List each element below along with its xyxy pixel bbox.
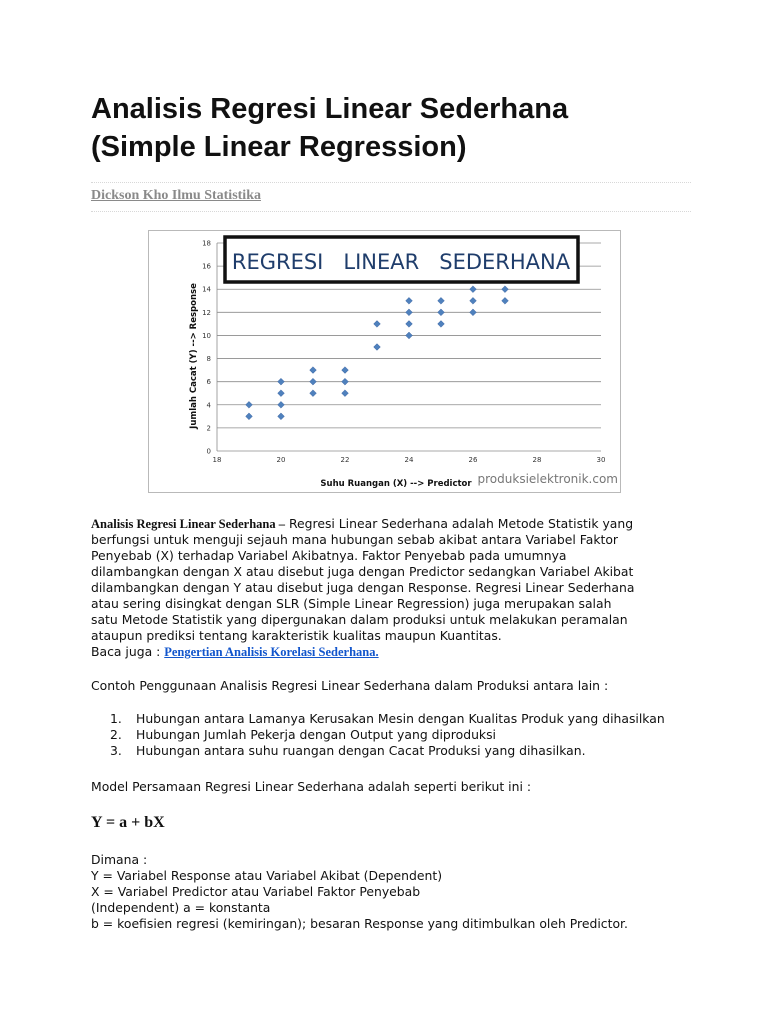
data-point [374,344,381,351]
y-tick-label: 8 [206,355,211,364]
data-point [342,367,349,374]
data-point [278,401,285,408]
data-point [278,413,285,420]
intro-paragraph [91,516,731,644]
usage-list [110,711,665,759]
x-axis-label: Suhu Ruangan (X) --> Predictor [320,479,472,489]
intro-lead: Analisis Regresi Linear Sederhana – [91,517,285,531]
data-point [342,378,349,385]
x-tick-label: 22 [340,456,350,464]
y-tick-label: 16 [202,262,211,271]
data-point [502,297,509,304]
data-point [406,320,413,327]
chart-points [246,286,509,420]
data-point [342,390,349,397]
intro-line-2: berfungsi untuk menguji sejauh mana hubungan sebab akibat antara Variabel Faktor [91,532,619,547]
list-number: 1. [110,711,122,726]
intro-line-3: Penyebab (X) terhadap Variabel Akibatnya. Faktor Penyebab pada umumnya [91,548,567,563]
x-tick-label: 28 [532,456,542,464]
data-point [406,309,413,316]
definition-line: Y = Variabel Response atau Variabel Akibat (Dependent) [91,868,443,883]
list-number: 3. [110,743,122,758]
list-text: Hubungan antara Lamanya Kerusakan Mesin dengan Kualitas Produk yang dihasilkan [136,711,665,726]
intro-line-4: dilambangkan dengan X atau disebut juga dengan Predictor sedangkan Variabel Akibat [91,564,634,579]
data-point [278,390,285,397]
data-point [438,297,445,304]
y-tick-label: 6 [206,378,211,387]
data-point [470,309,477,316]
x-tick-labels [213,456,606,464]
data-point [310,390,317,397]
data-point [310,367,317,374]
definition-line: X = Variabel Predictor atau Variabel Faktor Penyebab [91,884,421,899]
y-tick-label: 14 [202,285,211,294]
y-tick-label: 2 [206,424,211,433]
divider-bottom [91,211,691,212]
intro-line-1: Regresi Linear Sederhana adalah Metode Statistik yang [288,516,634,531]
list-text: Hubungan Jumlah Pekerja dengan Output yang diproduksi [136,727,496,742]
definition-line: (Independent) a = konstanta [91,900,271,915]
list-item [110,727,665,743]
data-point [246,401,253,408]
y-tick-label: 4 [206,401,211,410]
regression-figure [148,230,621,493]
usage-intro: Contoh Penggunaan Analisis Regresi Linear Sederhana dalam Produksi antara lain : [91,678,609,693]
y-tick-label: 10 [202,331,211,340]
list-item [110,711,665,727]
x-tick-label: 18 [212,456,222,464]
data-point [246,413,253,420]
y-tick-label: 18 [202,239,211,248]
data-point [374,320,381,327]
data-point [406,332,413,339]
page-title [91,90,711,166]
data-point [470,297,477,304]
list-item [110,743,665,759]
y-tick-label: 12 [202,308,211,317]
model-intro: Model Persamaan Regresi Linear Sederhana adalah seperti berikut ini : [91,779,532,794]
x-tick-label: 30 [596,456,606,464]
definition-line: Dimana : [91,852,148,867]
data-point [310,378,317,385]
intro-line-6: atau sering disingkat dengan SLR (Simple Linear Regression) juga merupakan salah [91,596,612,611]
watermark: produksielektronik.com [477,472,618,486]
see-also [91,644,731,660]
list-number: 2. [110,727,122,742]
list-text: Hubungan antara suhu ruangan dengan Cacat Produksi yang dihasilkan. [136,743,586,758]
y-tick-label: 0 [206,447,211,456]
banner-text: REGRESI LINEAR SEDERHANA [231,250,571,274]
intro-line-5: dilambangkan dengan Y atau disebut juga dengan Response. Regresi Linear Sederhana [91,580,635,595]
see-also-link[interactable]: Pengertian Analisis Korelasi Sederhana. [164,645,379,659]
definition-line: b = koefisien regresi (kemiringan); besaran Response yang ditimbulkan oleh Predictor. [91,916,628,931]
data-point [438,309,445,316]
scatter-chart [149,231,620,492]
divider-top [91,182,691,183]
see-also-prefix: Baca juga : [91,644,165,659]
title-line-1: Analisis Regresi Linear Sederhana [91,93,569,125]
definitions [91,852,731,932]
intro-line-8: ataupun prediksi tentang karakteristik kualitas maupun Kuantitas. [91,628,502,643]
data-point [470,286,477,293]
y-tick-labels [202,240,211,456]
data-point [278,378,285,385]
y-axis-label: Jumlah Cacat (Y) --> Response [189,283,199,429]
x-tick-label: 20 [276,456,286,464]
author-link[interactable]: Dickson Kho Ilmu Statistika [91,188,261,203]
data-point [502,286,509,293]
intro-line-7: satu Metode Statistik yang dipergunakan dalam produksi untuk melakukan peramalan [91,612,628,627]
data-point [438,320,445,327]
data-point [406,297,413,304]
regression-formula: Y = a + bX [91,814,165,831]
title-line-2: (Simple Linear Regression) [91,131,467,163]
x-tick-label: 26 [468,456,478,464]
x-tick-label: 24 [404,456,414,464]
